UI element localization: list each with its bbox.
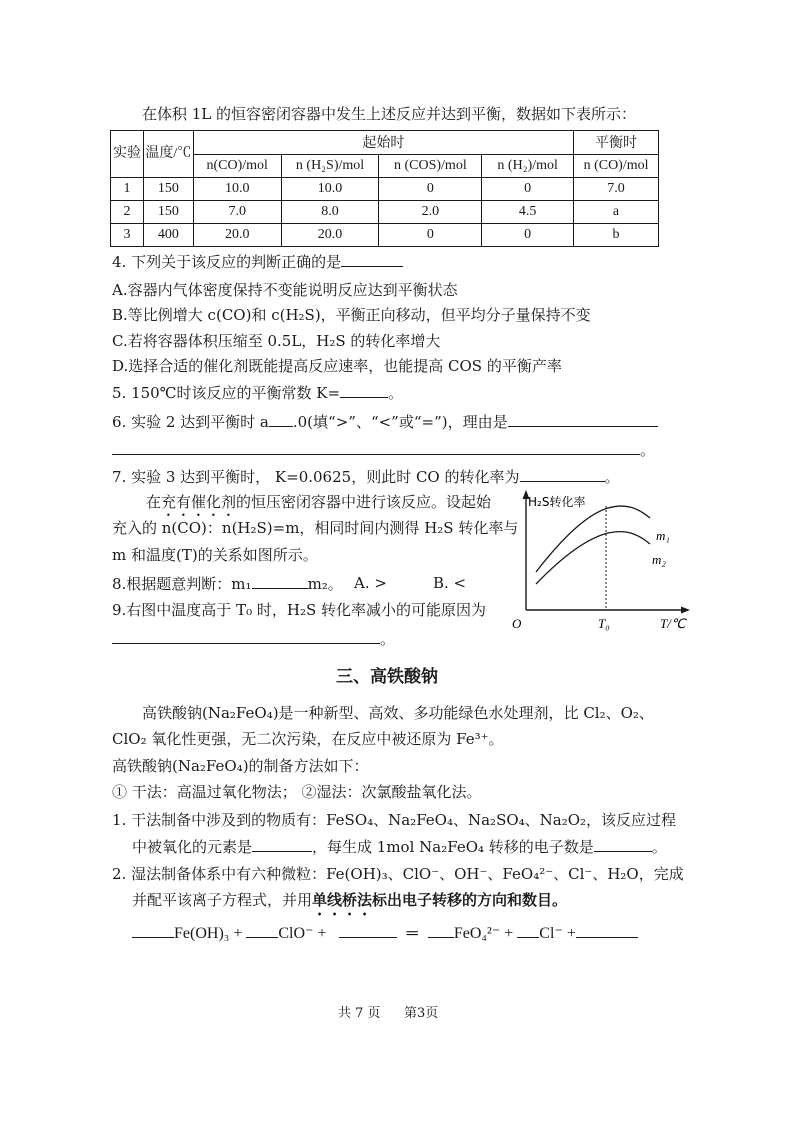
condition-line-3: m 和温度(T)的关系如图所示。: [112, 546, 318, 564]
table-cell: 4.5: [482, 201, 574, 224]
option-8b: B. <: [433, 574, 467, 592]
header-equilibrium: 平衡时: [574, 131, 659, 155]
ionic-equation: [132, 922, 638, 944]
question-9-line-2: [112, 628, 395, 649]
answer-blank[interactable]: [112, 628, 380, 644]
table-row: [111, 224, 659, 247]
col-header: n (H₂S)/mol: [281, 154, 379, 178]
section-para-1: 高铁酸钠(Na₂FeO₄)是一种新型、高效、多功能绿色水处理剂，比 Cl₂、O₂、: [142, 704, 654, 722]
col-header: n (COS)/mol: [379, 154, 482, 178]
punct: 。: [380, 630, 396, 648]
text: 并配平该离子方程式，并用: [132, 891, 313, 909]
table-cell: 3: [111, 224, 144, 247]
punct: 。: [388, 384, 404, 402]
section-title: 三、高铁酸钠: [336, 667, 438, 687]
table-cell: 1: [111, 178, 144, 201]
col-header: n(CO)/mol: [193, 154, 281, 178]
graph-ylabel: H₂S转化率: [528, 495, 586, 509]
table-cell: 150: [143, 201, 193, 224]
reactant-blank[interactable]: [339, 922, 397, 938]
equals-sign: ═: [406, 925, 418, 942]
curve-m2: [536, 532, 650, 584]
text: 在: [146, 493, 162, 511]
eq-term: FeO₄²⁻ +: [453, 925, 514, 942]
section-question-1: 1. 干法制备中涉及到的物质有：FeSO₄、Na₂FeO₄、Na₂SO₄、Na₂O₂，该反应过程: [112, 811, 677, 829]
option-8a: A. >: [354, 574, 387, 592]
question-8-text: 8.根据题意判断：m₁: [112, 575, 252, 593]
graph-t0: T₀: [598, 616, 610, 631]
option-a: A.容器内气体密度保持不变能说明反应达到平衡状态: [112, 281, 458, 299]
coef-blank[interactable]: [246, 922, 278, 938]
answer-blank[interactable]: [252, 573, 308, 589]
table-cell: 2.0: [379, 201, 482, 224]
product-blank[interactable]: [576, 922, 638, 938]
label-m2: m₂: [652, 552, 666, 567]
punct: 。: [604, 468, 620, 486]
question-8: [112, 573, 343, 594]
emphasized-text: 充有催化剂: [161, 493, 237, 511]
coef-blank[interactable]: [132, 922, 174, 938]
text: 中被氧化的元素是: [132, 838, 253, 856]
table-cell: b: [574, 224, 659, 247]
question-4-text: 4. 下列关于该反应的判断正确的是: [112, 253, 342, 271]
table-cell: 20.0: [281, 224, 379, 247]
graph-origin: O: [512, 616, 522, 631]
question-6-text-2: .0(填“>”、“<”或“=”)，理由是: [292, 413, 508, 431]
section-para-3: 高铁酸钠(Na₂FeO₄)的制备方法如下：: [112, 757, 369, 775]
coef-blank[interactable]: [428, 922, 454, 938]
option-b: B.等比例增大 c(CO)和 c(H₂S)，平衡正向移动，但平均分子量保持不变: [112, 306, 591, 324]
question-7-text: 7. 实验 3 达到平衡时， K=0.0625，则此时 CO 的转化率为: [112, 468, 520, 486]
table-row: [111, 178, 659, 201]
header-initial: 起始时: [193, 131, 573, 155]
footer-page-number: 第3页: [404, 1006, 439, 1021]
table-cell: a: [574, 201, 659, 224]
table-cell: 8.0: [281, 201, 379, 224]
eq-term: ClO⁻ +: [278, 925, 327, 942]
experiment-table: [110, 130, 659, 247]
answer-blank[interactable]: [112, 439, 640, 455]
section-question-1-line-2: [132, 836, 667, 857]
col-header: n (CO)/mol: [574, 154, 659, 178]
table-cell: 0: [482, 178, 574, 201]
punct: 。: [640, 441, 656, 459]
table-cell: 10.0: [281, 178, 379, 201]
answer-blank[interactable]: [252, 836, 312, 852]
condition-line-2: 充入的 n(CO)：n(H₂S)=m，相同时间内测得 H₂S 转化率与: [112, 519, 519, 537]
table-cell: 2: [111, 201, 144, 224]
label-m1: m₁: [656, 528, 670, 543]
section-question-2-line-2: [132, 890, 567, 919]
text: ，每生成 1mol Na₂FeO₄ 转移的电子数是: [312, 838, 594, 856]
x-axis-arrow: [681, 607, 690, 614]
table-cell: 20.0: [193, 224, 281, 247]
question-9: 9.右图中温度高于 T₀ 时，H₂S 转化率减小的可能原因为: [112, 601, 487, 619]
answer-blank[interactable]: [341, 251, 403, 267]
graph-xlabel: T/℃: [660, 616, 686, 631]
table-row: [111, 201, 659, 224]
answer-blank[interactable]: [269, 411, 293, 427]
section-para-4: ① 干法：高温过氧化物法； ②湿法：次氯酸盐氧化法。: [112, 783, 482, 801]
question-8-text-2: m₂。: [307, 575, 343, 593]
question-6-text: 6. 实验 2 达到平衡时 a: [112, 413, 269, 431]
option-c: C.若将容器体积压缩至 0.5L，H₂S 的转化率增大: [112, 332, 441, 350]
answer-blank[interactable]: [520, 466, 605, 482]
footer-total-pages: 共 7 页: [338, 1006, 381, 1021]
table-cell: 7.0: [193, 201, 281, 224]
table-cell: 150: [143, 178, 193, 201]
section-para-2: ClO₂ 氧化性更强，无二次污染，在反应中被还原为 Fe³⁺。: [112, 730, 504, 748]
answer-blank[interactable]: [508, 411, 658, 427]
punct: 。: [651, 838, 667, 856]
table-cell: 400: [143, 224, 193, 247]
col-header: n (H₂)/mol: [482, 154, 574, 178]
table-cell: 0: [379, 224, 482, 247]
question-4: [112, 251, 403, 272]
table-cell: 7.0: [574, 178, 659, 201]
answer-blank[interactable]: [594, 836, 652, 852]
header-temperature: 温度/℃: [143, 131, 193, 178]
question-5: [112, 382, 403, 403]
table-cell: 0: [379, 178, 482, 201]
eq-term: Fe(OH)₃ +: [174, 925, 243, 942]
question-5-text: 5. 150℃时该反应的平衡常数 K=: [112, 384, 341, 402]
answer-blank[interactable]: [340, 382, 388, 398]
conversion-graph: [508, 482, 694, 634]
table-cell: 0: [482, 224, 574, 247]
option-d: D.选择合适的催化剂既能提高反应速率，也能提高 COS 的平衡产率: [112, 357, 562, 375]
emphasized-text: 单线桥法: [312, 891, 373, 909]
coef-blank[interactable]: [517, 922, 539, 938]
question-6-line-2: [112, 439, 655, 460]
header-experiment: 实验: [111, 131, 144, 178]
text: 标出电子转移的方向和数目。: [372, 891, 568, 909]
text: 的恒压密闭容器中进行该反应。设起始: [236, 493, 492, 511]
intro-text: 在体积 1L 的恒容密闭容器中发生上述反应并达到平衡，数据如下表所示：: [142, 105, 637, 123]
section-question-2: 2. 湿法制备体系中有六种微粒：Fe(OH)₃、ClO⁻、OH⁻、FeO₄²⁻、Cl⁻、H₂O，完成: [112, 865, 684, 883]
table-cell: 10.0: [193, 178, 281, 201]
condition-line-1: [146, 492, 491, 520]
eq-term: Cl⁻ +: [539, 925, 576, 942]
question-6: [112, 411, 658, 432]
